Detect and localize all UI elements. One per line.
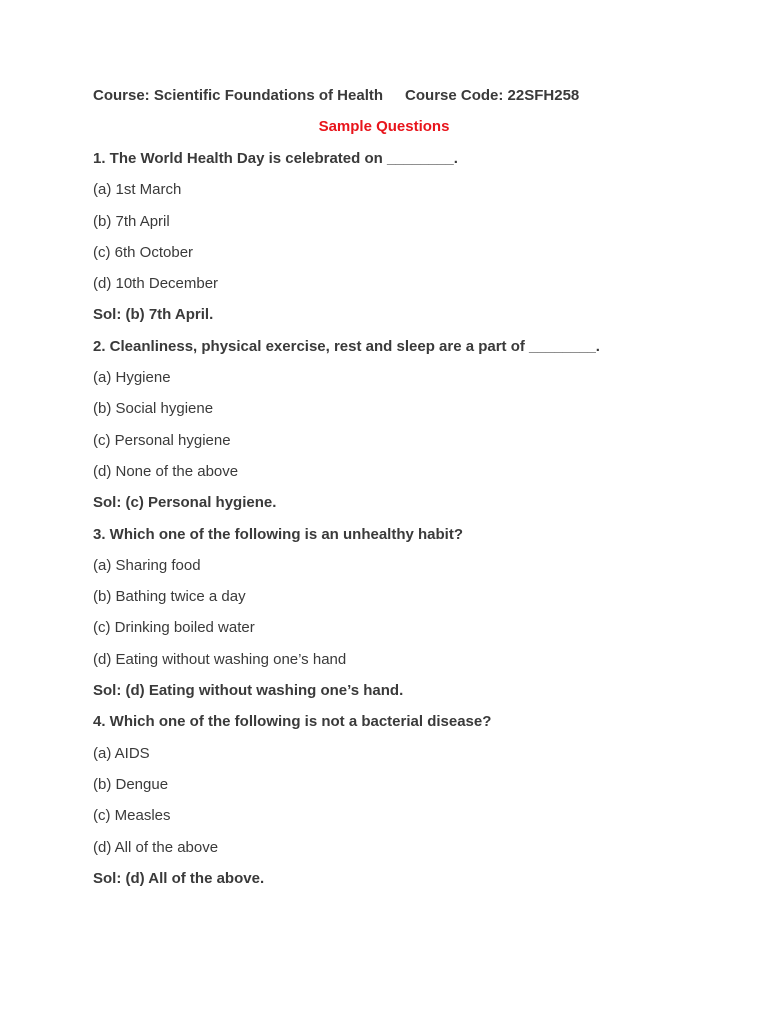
- sample-questions-heading: Sample Questions: [318, 118, 450, 135]
- option-a: (a) Sharing food: [93, 556, 201, 574]
- option-d: (d) 10th December: [93, 275, 219, 293]
- question-text: 4. Which one of the following is not a bacterial disease?: [93, 713, 492, 731]
- option-d: (d) Eating without washing one’s hand: [93, 650, 347, 668]
- question-block-2: [93, 338, 728, 526]
- option-a: (a) 1st March: [93, 181, 182, 199]
- option-c: (c) Measles: [93, 807, 171, 825]
- solution-text: Sol: (b) 7th April.: [93, 306, 214, 324]
- option-c: (c) 6th October: [93, 243, 194, 261]
- option-c: (c) Drinking boiled water: [93, 619, 255, 637]
- option-b: (b) Social hygiene: [93, 400, 214, 418]
- question-block-4: [93, 713, 728, 901]
- solution-text: Sol: (d) All of the above.: [93, 869, 265, 887]
- course-code: Course Code: 22SFH258: [405, 87, 580, 104]
- option-b: (b) Dengue: [93, 775, 169, 793]
- question-text: 3. Which one of the following is an unhealthy habit?: [93, 525, 463, 543]
- solution-text: Sol: (d) Eating without washing one’s hand.: [93, 682, 404, 700]
- option-a: (a) Hygiene: [93, 369, 171, 387]
- course-name: Course: Scientific Foundations of Health: [93, 87, 384, 104]
- question-text: 1. The World Health Day is celebrated on ________.: [93, 150, 458, 167]
- question-block-1: [93, 150, 728, 338]
- question-block-3: [93, 526, 728, 714]
- option-c: (c) Personal hygiene: [93, 431, 231, 449]
- option-a: (a) AIDS: [93, 744, 150, 762]
- option-b: (b) Bathing twice a day: [93, 588, 246, 606]
- question-text: 2. Cleanliness, physical exercise, rest and sleep are a part of ________.: [93, 337, 600, 355]
- option-b: (b) 7th April: [93, 212, 170, 230]
- question-list: [93, 150, 728, 901]
- course-header: [93, 87, 579, 104]
- solution-text: Sol: (c) Personal hygiene.: [93, 494, 277, 512]
- option-d: (d) All of the above: [93, 838, 219, 856]
- option-d: (d) None of the above: [93, 462, 239, 480]
